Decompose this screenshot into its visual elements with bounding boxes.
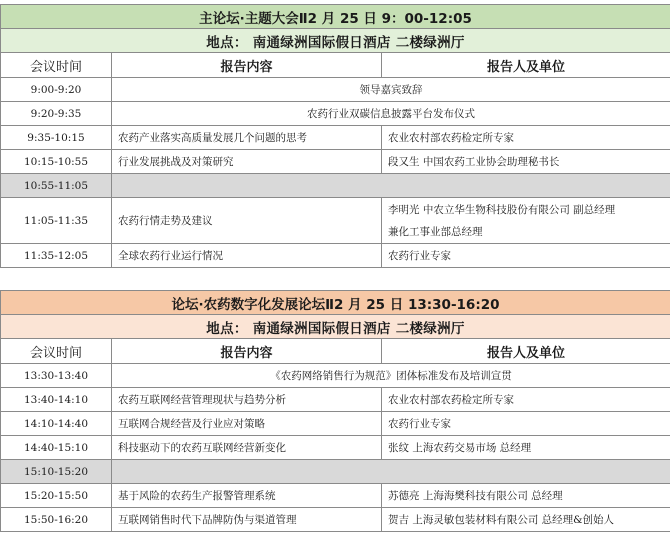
time-cell: 15:50-16:20 bbox=[1, 508, 112, 532]
venue-line: 地点： 南通绿洲国际假日酒店 二楼绿洲厅 bbox=[1, 29, 670, 53]
header-content: 报告内容 bbox=[112, 53, 382, 78]
speaker-cell: 苏德亮 上海海樊科技有限公司 总经理 bbox=[382, 484, 670, 508]
content-cell: 农药行情走势及建议 bbox=[112, 198, 382, 244]
time-cell: 15:10-15:20 bbox=[1, 460, 112, 484]
break-row bbox=[1, 460, 670, 484]
header-time: 会议时间 bbox=[1, 339, 112, 364]
time-cell: 9:00-9:20 bbox=[1, 78, 112, 102]
digital-forum-schedule-table bbox=[0, 290, 670, 532]
table-row bbox=[1, 508, 670, 532]
time-cell: 10:55-11:05 bbox=[1, 174, 112, 198]
time-cell: 11:05-11:35 bbox=[1, 198, 112, 244]
time-cell: 9:20-9:35 bbox=[1, 102, 112, 126]
content-cell: 全球农药行业运行情况 bbox=[112, 244, 382, 268]
table-row bbox=[1, 388, 670, 412]
table-row bbox=[1, 102, 670, 126]
time-cell: 9:35-10:15 bbox=[1, 126, 112, 150]
table-row bbox=[1, 364, 670, 388]
main-forum-schedule-table bbox=[0, 4, 670, 268]
table-row bbox=[1, 436, 670, 460]
table-row bbox=[1, 150, 670, 174]
content-cell: 行业发展挑战及对策研究 bbox=[112, 150, 382, 174]
speaker-line: 兼化工事业部总经理 bbox=[388, 225, 483, 238]
header-speaker: 报告人及单位 bbox=[382, 53, 670, 78]
table-row bbox=[1, 126, 670, 150]
break-cell bbox=[112, 174, 670, 198]
speaker-cell: 农业农村部农药检定所专家 bbox=[382, 388, 670, 412]
time-cell: 15:20-15:50 bbox=[1, 484, 112, 508]
time-cell: 14:10-14:40 bbox=[1, 412, 112, 436]
content-cell: 农药互联网经营管理现状与趋势分析 bbox=[112, 388, 382, 412]
content-cell: 互联网合规经营及行业应对策略 bbox=[112, 412, 382, 436]
section-title: 主论坛·主题大会Ⅱ2 月 25 日 9：00-12:05 bbox=[1, 5, 670, 29]
section-title: 论坛·农药数字化发展论坛Ⅱ2 月 25 日 13:30-16:20 bbox=[1, 291, 670, 315]
content-cell: 科技驱动下的农药互联网经营新变化 bbox=[112, 436, 382, 460]
content-cell: 农药行业双碳信息披露平台发布仪式 bbox=[112, 102, 670, 126]
speaker-cell: 张纹 上海农药交易市场 总经理 bbox=[382, 436, 670, 460]
speaker-cell: 农药行业专家 bbox=[382, 244, 670, 268]
header-speaker: 报告人及单位 bbox=[382, 339, 670, 364]
speaker-cell bbox=[382, 198, 670, 244]
time-cell: 13:40-14:10 bbox=[1, 388, 112, 412]
content-cell: 基于风险的农药生产报警管理系统 bbox=[112, 484, 382, 508]
header-content: 报告内容 bbox=[112, 339, 382, 364]
table-row bbox=[1, 244, 670, 268]
table-row bbox=[1, 412, 670, 436]
content-cell: 《农药网络销售行为规范》团体标准发布及培训宣贯 bbox=[112, 364, 670, 388]
table-row bbox=[1, 484, 670, 508]
break-cell bbox=[112, 460, 670, 484]
time-cell: 11:35-12:05 bbox=[1, 244, 112, 268]
venue-line: 地点： 南通绿洲国际假日酒店 二楼绿洲厅 bbox=[1, 315, 670, 339]
time-cell: 14:40-15:10 bbox=[1, 436, 112, 460]
content-cell: 农药产业落实高质量发展几个问题的思考 bbox=[112, 126, 382, 150]
break-row bbox=[1, 174, 670, 198]
table-row bbox=[1, 78, 670, 102]
header-time: 会议时间 bbox=[1, 53, 112, 78]
speaker-cell: 农药行业专家 bbox=[382, 412, 670, 436]
table-row bbox=[1, 198, 670, 244]
speaker-cell: 农业农村部农药检定所专家 bbox=[382, 126, 670, 150]
content-cell: 互联网销售时代下品牌防伪与渠道管理 bbox=[112, 508, 382, 532]
time-cell: 10:15-10:55 bbox=[1, 150, 112, 174]
speaker-cell: 段又生 中国农药工业协会助理秘书长 bbox=[382, 150, 670, 174]
content-cell: 领导嘉宾致辞 bbox=[112, 78, 670, 102]
speaker-cell: 贺吉 上海灵敏包装材料有限公司 总经理&创始人 bbox=[382, 508, 670, 532]
time-cell: 13:30-13:40 bbox=[1, 364, 112, 388]
speaker-line: 李明光 中农立华生物科技股份有限公司 副总经理 bbox=[388, 203, 616, 216]
